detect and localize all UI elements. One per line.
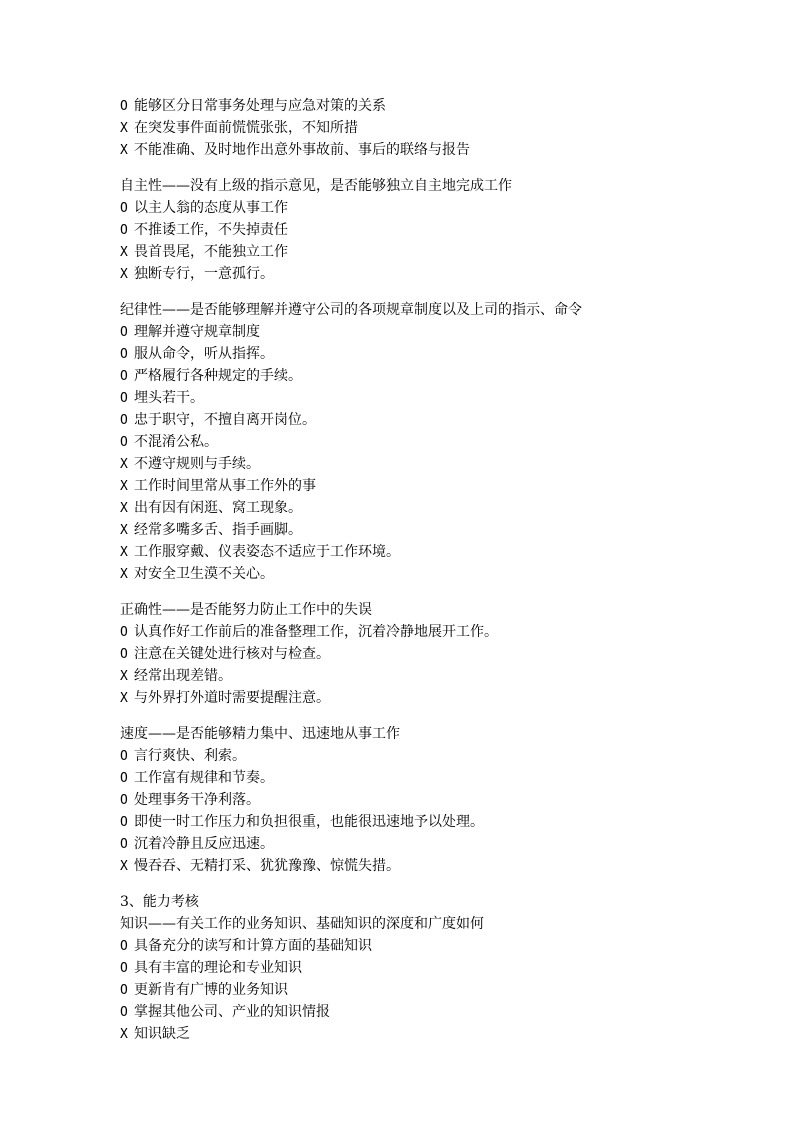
list-item — [120, 833, 780, 855]
negative-mark: X — [120, 1027, 128, 1042]
list-item — [120, 811, 780, 833]
positive-mark: O — [120, 983, 128, 998]
positive-mark: O — [120, 837, 128, 852]
positive-mark: O — [120, 99, 128, 114]
section-heading: 正确性——是否能努力防止工作中的失误 — [120, 602, 372, 618]
list-item-text: 理解并遵守规章制度 — [134, 324, 260, 340]
negative-mark: X — [120, 545, 128, 560]
positive-mark: O — [120, 369, 128, 384]
list-item — [120, 475, 780, 497]
list-item — [120, 139, 780, 161]
list-item — [120, 321, 780, 343]
positive-mark: O — [120, 391, 128, 406]
list-item — [120, 387, 780, 409]
negative-mark: X — [120, 859, 128, 874]
list-item — [120, 687, 780, 709]
positive-mark: O — [120, 939, 128, 954]
negative-mark: X — [120, 457, 128, 472]
list-item-text: 更新肯有广博的业务知识 — [134, 982, 288, 998]
positive-mark: O — [120, 625, 128, 640]
list-item-text: 即使一时工作压力和负担很重，也能很迅速地予以处理。 — [134, 814, 484, 830]
negative-mark: X — [120, 567, 128, 582]
list-item-text: 严格履行各种规定的手续。 — [134, 368, 302, 384]
list-item — [120, 789, 780, 811]
section-heading: 纪律性——是否能够理解并遵守公司的各项规章制度以及上司的指示、命令 — [120, 302, 582, 318]
negative-mark: X — [120, 691, 128, 706]
list-item-text: 具备充分的读写和计算方面的基础知识 — [134, 938, 372, 954]
list-item-text: 独断专行，一意孤行。 — [134, 266, 274, 282]
list-item-text: 不能准确、及时地作出意外事故前、事后的联络与报告 — [134, 142, 470, 158]
list-item — [120, 409, 780, 431]
section-gap — [120, 709, 780, 723]
list-item-text: 以主人翁的态度从事工作 — [134, 200, 288, 216]
positive-mark: O — [120, 815, 128, 830]
list-item-text: 在突发事件面前慌慌张张，不知所措 — [134, 120, 358, 136]
positive-mark: O — [120, 1005, 128, 1020]
list-item-text: 沉着冷静且反应迅速。 — [134, 836, 274, 852]
section-gap — [120, 877, 780, 891]
list-item — [120, 621, 780, 643]
list-item — [120, 519, 780, 541]
section — [120, 95, 780, 161]
positive-mark: O — [120, 435, 128, 450]
list-item — [120, 95, 780, 117]
list-item — [120, 935, 780, 957]
negative-mark: X — [120, 143, 128, 158]
list-item — [120, 453, 780, 475]
list-item — [120, 365, 780, 387]
list-item-text: 工作时间里常从事工作外的事 — [134, 478, 316, 494]
list-item — [120, 643, 780, 665]
list-item-text: 不推诿工作，不失掉责任 — [134, 222, 288, 238]
list-item-text: 忠于职守，不擅自离开岗位。 — [134, 412, 316, 428]
list-item — [120, 767, 780, 789]
list-item — [120, 855, 780, 877]
list-item-text: 掌握其他公司、产业的知识情报 — [134, 1004, 330, 1020]
section-gap — [120, 585, 780, 599]
list-item-text: 出有因有闲逛、窝工现象。 — [134, 500, 302, 516]
list-item-text: 与外界打外道时需要提醒注意。 — [134, 690, 330, 706]
list-item — [120, 343, 780, 365]
list-item-text: 不混淆公私。 — [134, 434, 218, 450]
negative-mark: X — [120, 501, 128, 516]
positive-mark: O — [120, 223, 128, 238]
list-item — [120, 563, 780, 585]
document-page — [120, 95, 780, 1045]
list-item — [120, 541, 780, 563]
list-item — [120, 979, 780, 1001]
list-item — [120, 117, 780, 139]
negative-mark: X — [120, 121, 128, 136]
positive-mark: O — [120, 793, 128, 808]
list-item — [120, 497, 780, 519]
negative-mark: X — [120, 245, 128, 260]
list-item-text: 处理事务干净利落。 — [134, 792, 260, 808]
list-item — [120, 431, 780, 453]
section-title: 3、能力考核 — [120, 894, 199, 910]
list-item-text: 不遵守规则与手续。 — [134, 456, 260, 472]
list-item-text: 慢吞吞、无精打采、犹犹豫豫、惊慌失措。 — [134, 858, 400, 874]
positive-mark: O — [120, 749, 128, 764]
list-item-text: 畏首畏尾，不能独立工作 — [134, 244, 288, 260]
list-item — [120, 263, 780, 285]
positive-mark: O — [120, 347, 128, 362]
section-heading: 速度——是否能够精力集中、迅速地从事工作 — [120, 726, 400, 742]
negative-mark: X — [120, 523, 128, 538]
section — [120, 175, 780, 285]
section-gap — [120, 285, 780, 299]
section-gap — [120, 161, 780, 175]
positive-mark: O — [120, 325, 128, 340]
list-item-text: 具有丰富的理论和专业知识 — [134, 960, 302, 976]
list-item-text: 经常多嘴多舌、指手画脚。 — [134, 522, 302, 538]
positive-mark: O — [120, 647, 128, 662]
list-item-text: 服从命令，听从指挥。 — [134, 346, 274, 362]
list-item — [120, 219, 780, 241]
list-item-text: 能够区分日常事务处理与应急对策的关系 — [134, 98, 386, 114]
list-item — [120, 745, 780, 767]
list-item — [120, 665, 780, 687]
section — [120, 723, 780, 877]
negative-mark: X — [120, 267, 128, 282]
negative-mark: X — [120, 669, 128, 684]
list-item — [120, 1001, 780, 1023]
list-item-text: 知识缺乏 — [134, 1026, 190, 1042]
positive-mark: O — [120, 413, 128, 428]
list-item-text: 经常出现差错。 — [134, 668, 232, 684]
section — [120, 299, 780, 585]
list-item-text: 埋头若干。 — [134, 390, 204, 406]
list-item — [120, 197, 780, 219]
positive-mark: O — [120, 771, 128, 786]
list-item-text: 工作富有规律和节奏。 — [134, 770, 274, 786]
list-item-text: 认真作好工作前后的准备整理工作，沉着冷静地展开工作。 — [134, 624, 498, 640]
list-item — [120, 957, 780, 979]
section-heading: 自主性——没有上级的指示意见，是否能够独立自主地完成工作 — [120, 178, 512, 194]
section — [120, 891, 780, 1045]
list-item-text: 言行爽快、利索。 — [134, 748, 246, 764]
list-item-text: 注意在关键处进行核对与检查。 — [134, 646, 330, 662]
positive-mark: O — [120, 961, 128, 976]
section-heading: 知识——有关工作的业务知识、基础知识的深度和广度如何 — [120, 916, 484, 932]
section — [120, 599, 780, 709]
negative-mark: X — [120, 479, 128, 494]
list-item — [120, 1023, 780, 1045]
list-item-text: 工作服穿戴、仪表姿态不适应于工作环境。 — [134, 544, 400, 560]
list-item — [120, 241, 780, 263]
list-item-text: 对安全卫生漠不关心。 — [134, 566, 274, 582]
positive-mark: O — [120, 201, 128, 216]
